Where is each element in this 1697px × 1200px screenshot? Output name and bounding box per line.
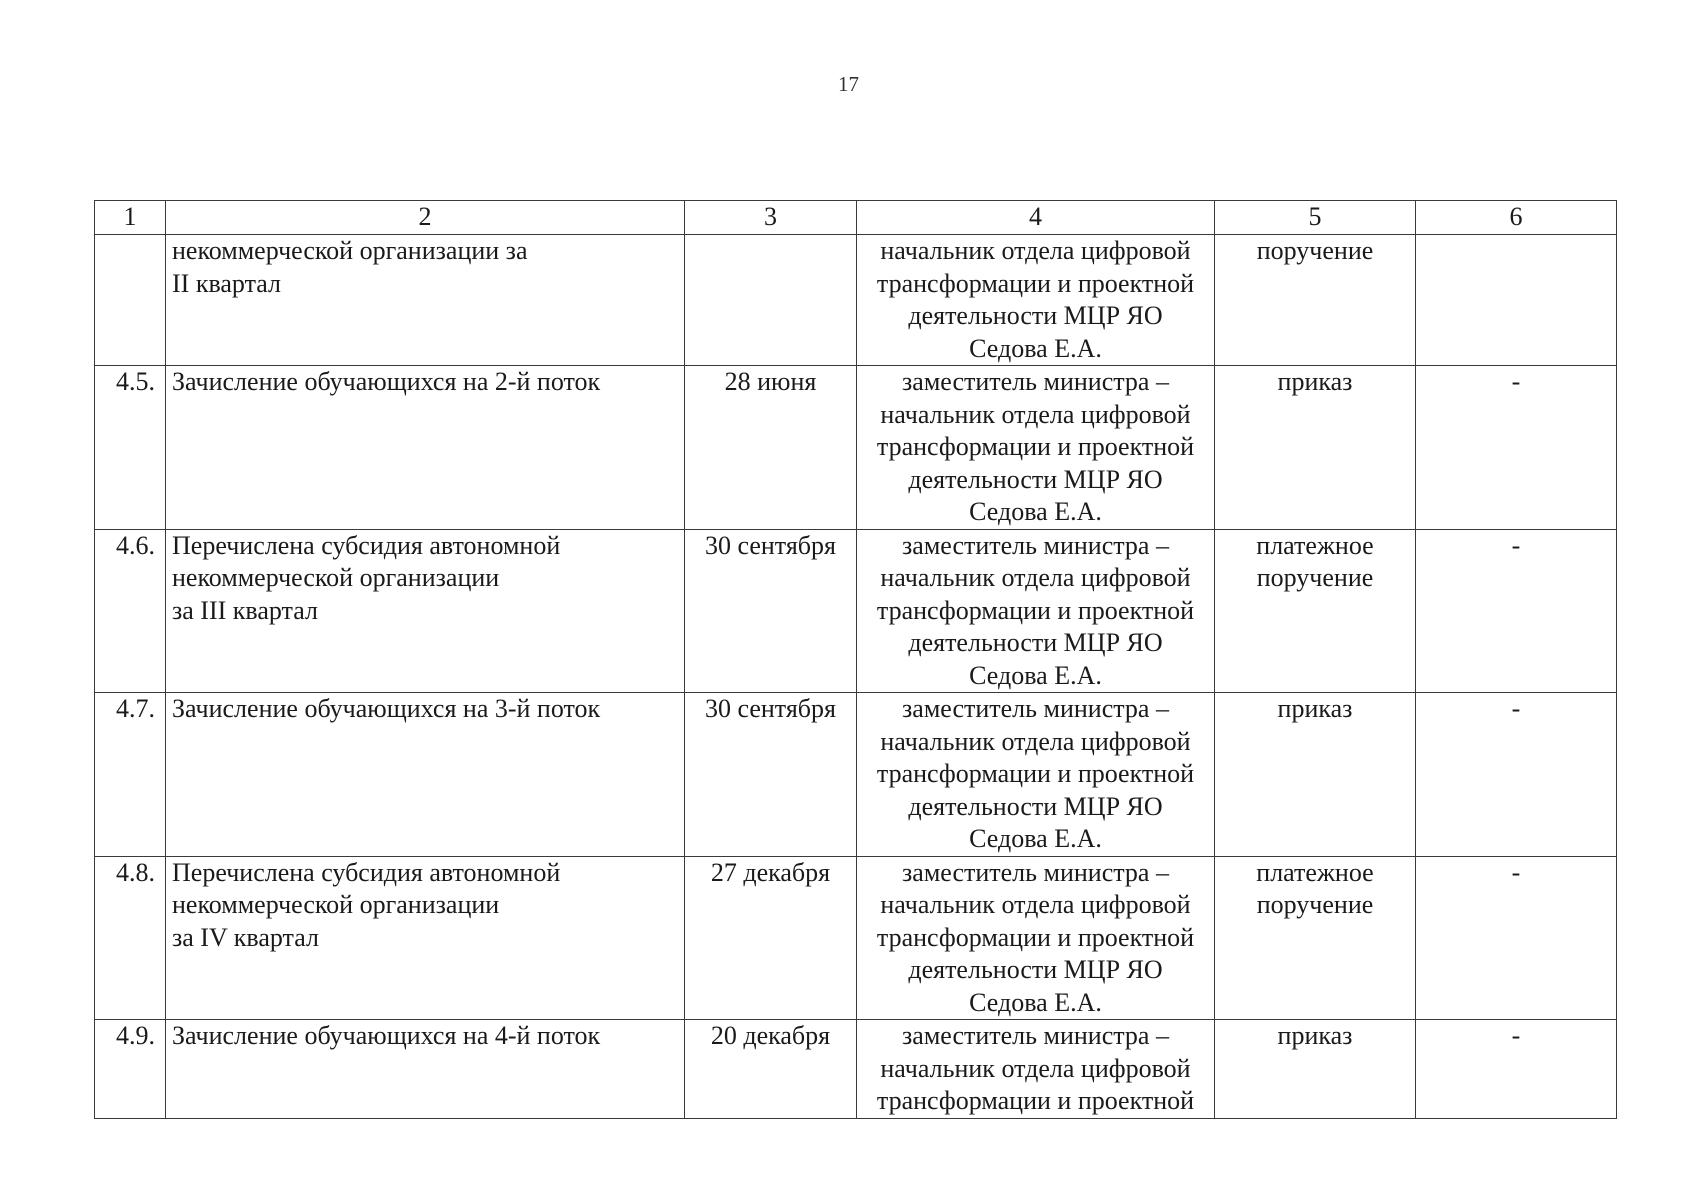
item-note: - (1416, 1020, 1617, 1119)
item-responsible: заместитель министра – начальник отдела цифровой трансформации и проектной деятельности МЦР ЯО Седова Е.А. (857, 856, 1215, 1020)
item-date: 30 сентября (685, 529, 857, 693)
item-number (95, 235, 166, 366)
item-document: поручение (1215, 235, 1416, 366)
item-responsible: заместитель министра – начальник отдела цифровой трансформации и проектной деятельности МЦР ЯО Седова Е.А. (857, 366, 1215, 530)
item-document: приказ (1215, 1020, 1416, 1119)
item-description: Перечислена субсидия автономной некоммерческой организации за III квартал (166, 529, 685, 693)
column-header: 1 (95, 201, 166, 235)
item-responsible: начальник отдела цифровой трансформации и проектной деятельности МЦР ЯО Седова Е.А. (857, 235, 1215, 366)
item-note: - (1416, 529, 1617, 693)
column-header: 2 (166, 201, 685, 235)
plan-table (94, 200, 1617, 1119)
item-note: - (1416, 856, 1617, 1020)
item-responsible: заместитель министра – начальник отдела цифровой трансформации и проектной деятельности МЦР ЯО Седова Е.А. (857, 693, 1215, 857)
table-header-row (95, 201, 1617, 235)
table-row (95, 529, 1617, 693)
item-description: Перечислена субсидия автономной некоммерческой организации за IV квартал (166, 856, 685, 1020)
item-description: Зачисление обучающихся на 2-й поток (166, 366, 685, 530)
table-row (95, 693, 1617, 857)
column-header: 3 (685, 201, 857, 235)
item-document: платежное поручение (1215, 856, 1416, 1020)
table-row (95, 366, 1617, 530)
item-number: 4.7. (95, 693, 166, 857)
item-description: некоммерческой организации за II квартал (166, 235, 685, 366)
table-row (95, 1020, 1617, 1119)
item-date: 27 декабря (685, 856, 857, 1020)
item-note (1416, 235, 1617, 366)
column-header: 4 (857, 201, 1215, 235)
item-date: 20 декабря (685, 1020, 857, 1119)
page-number: 17 (838, 72, 859, 96)
item-number: 4.6. (95, 529, 166, 693)
item-date: 30 сентября (685, 693, 857, 857)
item-number: 4.8. (95, 856, 166, 1020)
item-responsible: заместитель министра – начальник отдела цифровой трансформации и проектной деятельности МЦР ЯО Седова Е.А. (857, 529, 1215, 693)
item-note: - (1416, 693, 1617, 857)
column-header: 5 (1215, 201, 1416, 235)
item-description: Зачисление обучающихся на 3-й поток (166, 693, 685, 857)
item-document: приказ (1215, 693, 1416, 857)
table-row (95, 856, 1617, 1020)
item-note: - (1416, 366, 1617, 530)
item-date (685, 235, 857, 366)
item-responsible: заместитель министра – начальник отдела цифровой трансформации и проектной (857, 1020, 1215, 1119)
table-row (95, 235, 1617, 366)
item-document: приказ (1215, 366, 1416, 530)
item-description: Зачисление обучающихся на 4-й поток (166, 1020, 685, 1119)
item-document: платежное поручение (1215, 529, 1416, 693)
item-number: 4.9. (95, 1020, 166, 1119)
item-date: 28 июня (685, 366, 857, 530)
item-number: 4.5. (95, 366, 166, 530)
column-header: 6 (1416, 201, 1617, 235)
